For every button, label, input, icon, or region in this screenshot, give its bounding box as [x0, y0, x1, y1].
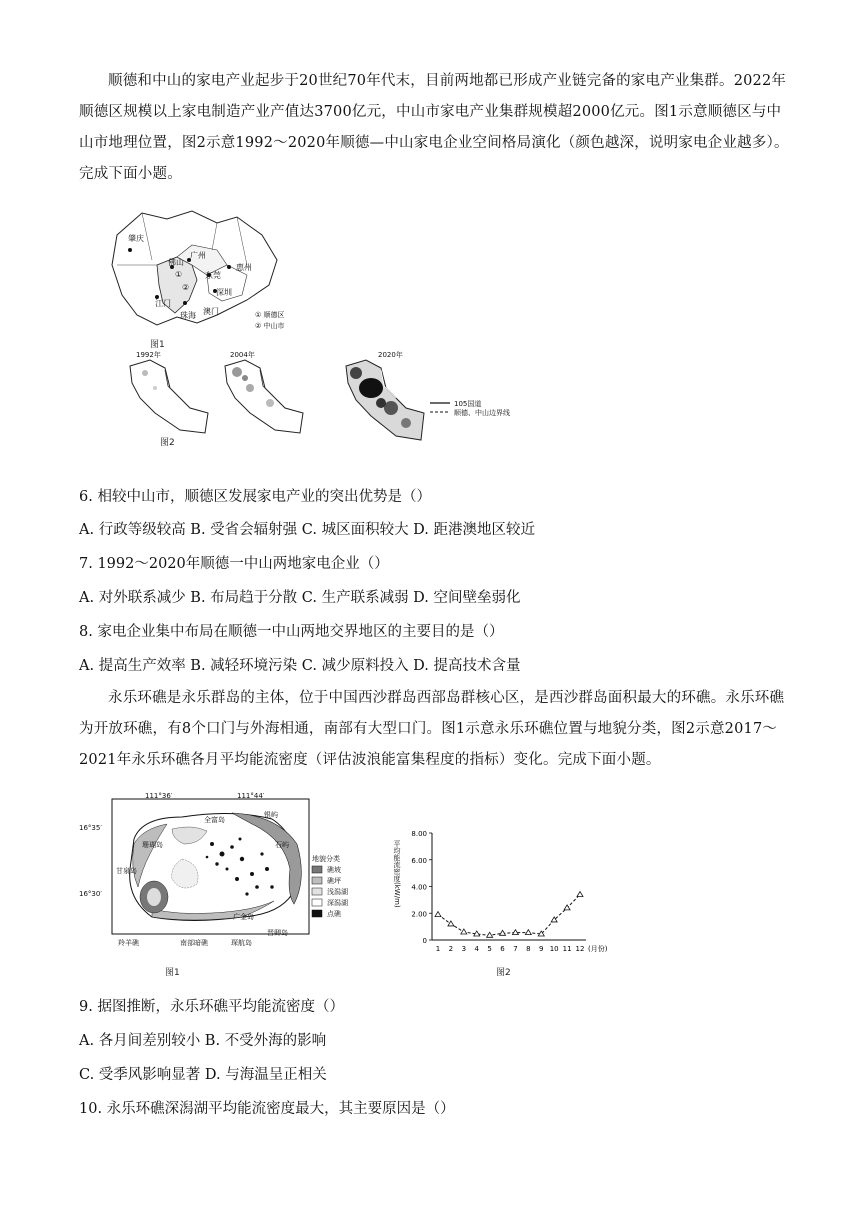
map1-legend-zhongshan: ② 中山市 [255, 322, 285, 330]
map1-city-foshan: 佛山 [168, 258, 184, 267]
map1-marker-2: ② [182, 283, 190, 292]
data-point [435, 912, 441, 917]
question-10-stem: 10. 永乐环礁深潟湖平均能流密度最大，其主要原因是（） [79, 1101, 455, 1117]
map1-city-dongguan: 东莞 [205, 271, 221, 280]
reef-legend-patch-reef: 点礁 [327, 910, 341, 918]
data-point [525, 930, 531, 935]
reef-lat-label-2: 16°30′ [79, 890, 102, 898]
x-tick-label: 10 [549, 945, 559, 953]
reef-island-lingyang: 羚羊礁 [118, 939, 139, 947]
x-tick-label: 9 [539, 945, 544, 953]
map1-marker-1: ① [175, 270, 183, 279]
reef-legend-swatches [312, 866, 324, 922]
map1-legend-shunde: ① 顺德区 [255, 311, 285, 319]
map1-city-jiangmen: 江门 [155, 299, 171, 308]
x-tick-label: 4 [474, 945, 479, 953]
map1-city-zhuhai: 珠海 [180, 311, 196, 320]
data-point [512, 930, 518, 935]
chart-y-axis-label: 平均能流密度(kW/m) [393, 840, 401, 908]
reef-island-shanhu: 珊瑚岛 [142, 841, 163, 849]
figure2-legend-highway: 105国道 [454, 400, 482, 408]
question-6-options: A. 行政等级较高 B. 受省会辐射强 C. 城区面积较大 D. 距港澳地区较近 [79, 522, 536, 538]
y-tick-label: 6.00 [411, 856, 427, 865]
question-9-stem: 9. 据图推断，永乐环礁平均能流密度（） [79, 999, 344, 1015]
reef-island-jinqing: 晋卿岛 [267, 929, 288, 937]
data-point [461, 929, 467, 934]
question-9-options-cd: C. 受季风影响显著 D. 与海温呈正相关 [79, 1067, 327, 1083]
y-tick-label: 8.00 [411, 830, 427, 838]
data-point [448, 921, 454, 926]
x-tick-label: 12 [575, 945, 585, 953]
x-tick-label: 6 [500, 945, 505, 953]
x-tick-label: 8 [526, 945, 531, 953]
reef-legend-flat: 礁坪 [327, 877, 341, 885]
y-tick-label: 4.00 [411, 883, 427, 892]
question-8-stem: 8. 家电企业集中布局在顺德一中山两地交界地区的主要目的是（） [79, 624, 504, 640]
map1-city-huizhou: 惠州 [236, 263, 252, 272]
figure1-caption: 图1 [150, 340, 165, 350]
reef-island-chenhang: 琛航岛 [231, 939, 252, 947]
figure2-year-1992: 1992年 [136, 351, 161, 359]
figure2-map-2020 [336, 358, 431, 448]
series-line [438, 895, 580, 936]
passage-intro-reef: 永乐环礁是永乐群岛的主体，位于中国西沙群岛西部岛群核心区，是西沙群岛面积最大的环礁。永乐环礁为开放环礁，有8个口门与外海相通，南部有大型口门。图1示意永乐环礁位置与地貌分类，图2示意2017～2021年永乐环礁各月平均能流密度（评估波浪能富集程度的指标）变化。完成下面小题。 [79, 690, 785, 768]
figure2-year-2004: 2004年 [230, 351, 255, 359]
energy-density-chart [380, 825, 640, 965]
reef-lat-label-1: 16°35′ [79, 824, 102, 832]
reef-island-ganquan: 甘泉岛 [116, 867, 137, 875]
question-9-options-ab: A. 各月间差别较小 B. 不受外海的影响 [79, 1033, 327, 1049]
reef-island-shiyu: 石屿 [275, 841, 289, 849]
reef-legend-slope: 礁坡 [327, 866, 341, 874]
reef-legend-shallow-lagoon: 浅潟湖 [327, 888, 348, 896]
reef-island-yinyu: 银屿 [264, 811, 278, 819]
reef-island-quanfu: 全富岛 [204, 816, 225, 824]
data-point [577, 892, 583, 897]
question-6-stem: 6. 相较中山市，顺德区发展家电产业的突出优势是（） [79, 489, 431, 505]
y-tick-label: 0 [422, 937, 427, 945]
y-tick-label: 2.00 [411, 910, 427, 919]
data-point [564, 905, 570, 910]
x-tick-label: 3 [461, 945, 467, 953]
passage-intro-appliance: 顺德和中山的家电产业起步于20世纪70年代末，目前两地都已形成产业链完备的家电产业集群。2022年顺德区规模以上家电制造产业产值达3700亿元，中山市家电产业集群规模超2000亿元。图1示意顺德区与中山市地理位置，图2示意1992～2020年顺德—中山家电企业空间格局演化（颜色越深，说明家电企业越多）。完成下面小题。 [79, 73, 789, 182]
question-7-stem: 7. 1992～2020年顺德一中山两地家电企业（） [79, 556, 389, 572]
map1-city-guangzhou: 广州 [190, 251, 206, 260]
x-tick-label: 7 [513, 945, 518, 953]
question-7-options: A. 对外联系减少 B. 布局趋于分散 C. 生产联系减弱 D. 空间壁垒弱化 [79, 590, 521, 606]
figure2-caption: 图2 [160, 438, 175, 448]
x-tick-label: 1 [435, 945, 441, 953]
reef-island-nanbu: 南部暗礁 [180, 939, 208, 947]
map1-city-zhaoqing: 肇庆 [128, 234, 144, 243]
figure2-year-2020: 2020年 [378, 351, 403, 359]
figure2-legend-lines [430, 400, 452, 416]
x-tick-label: 11 [562, 945, 572, 953]
reef-lon-label-1: 111°36′ [145, 792, 173, 800]
x-tick-label: 2 [448, 945, 454, 953]
map1-city-macau: 澳门 [203, 307, 219, 316]
question-8-options: A. 提高生产效率 B. 减轻环境污染 C. 减少原料投入 D. 提高技术含量 [79, 658, 521, 674]
x-tick-label: 5 [487, 945, 492, 953]
x-axis-label: (月份) [588, 945, 608, 953]
reef-figure1-caption: 图1 [165, 968, 180, 978]
reef-legend-title: 地貌分类 [312, 855, 340, 863]
map1-city-shenzhen: 深圳 [216, 288, 232, 297]
figure2-legend-boundary: 顺德、中山边界线 [454, 409, 510, 417]
reef-legend-deep-lagoon: 深潟湖 [327, 899, 348, 907]
reef-lon-label-2: 111°44′ [237, 792, 265, 800]
figure2-map-1992 [120, 358, 215, 438]
chart-figure2-caption: 图2 [496, 968, 511, 978]
reef-island-guangjin: 广金岛 [233, 913, 254, 921]
figure2-map-2004 [215, 358, 310, 438]
